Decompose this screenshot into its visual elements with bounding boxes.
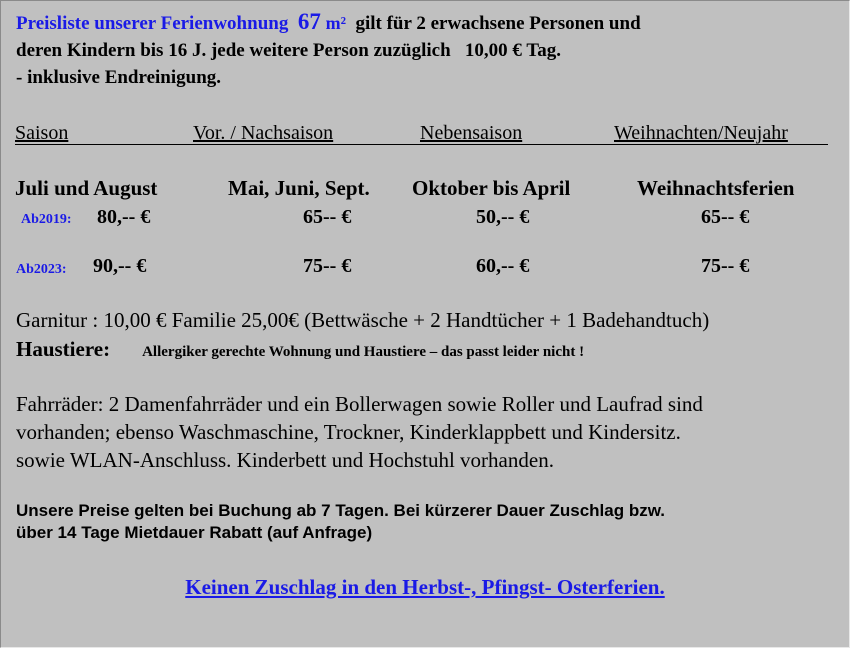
season-header-nebensaison: Nebensaison <box>420 122 523 144</box>
intro-text <box>16 8 641 91</box>
area-unit: m² <box>325 13 346 33</box>
intro-line-3: - inklusive Endreinigung. <box>16 67 222 88</box>
price-2023-vor-nachsaison: 75-- € <box>303 255 352 277</box>
area-value: 67 <box>297 9 321 34</box>
haustiere-line <box>16 337 584 362</box>
price-2019-vor-nachsaison: 65-- € <box>303 206 352 228</box>
price-2019-juli-august: 80,-- € <box>97 206 151 228</box>
season-header-vor-nachsaison: Vor. / Nachsaison <box>193 122 334 144</box>
intro-line-1-rest: gilt für 2 erwachsene Personen und <box>355 13 641 34</box>
amenities-text <box>16 390 703 474</box>
period-header-mai-sept: Mai, Juni, Sept. <box>228 176 370 200</box>
header-underline <box>15 144 828 145</box>
price-2023-nebensaison: 60,-- € <box>476 255 530 277</box>
booking-line-2: über 14 Tage Mietdauer Rabatt (auf Anfrage) <box>16 523 373 542</box>
year-label: Ab2023: <box>16 262 67 277</box>
price-row-2019 <box>21 210 72 228</box>
intro-line-2 <box>16 37 641 64</box>
intro-line-2-text: deren Kindern bis 16 J. jede weitere Person zuzüglich <box>16 40 451 61</box>
season-header-saison: Saison <box>15 122 69 144</box>
price-2023-weihnachten: 75-- € <box>701 255 750 277</box>
period-header-juli-august: Juli und August <box>15 176 158 200</box>
amenities-line-3: sowie WLAN-Anschluss. Kinderbett und Hochstuhl vorhanden. <box>16 448 554 472</box>
holiday-surcharge-link[interactable]: Keinen Zuschlag in den Herbst-, Pfingst- Osterferien. <box>185 575 665 599</box>
intro-title: Preisliste unserer Ferienwohnung <box>16 13 289 34</box>
period-header-weihnachtsferien: Weihnachtsferien <box>637 176 795 200</box>
haustiere-label: Haustiere: <box>16 337 111 361</box>
garnitur-text: Garnitur : 10,00 € Familie 25,00€ (Bettwäsche + 2 Handtücher + 1 Badehandtuch) <box>16 308 710 332</box>
amenities-line-1: Fahrräder: 2 Damenfahrräder und ein Bollerwagen sowie Roller und Laufrad sind <box>16 392 703 416</box>
haustiere-text: Allergiker gerechte Wohnung und Haustiere – das passt leider nicht ! <box>142 344 585 360</box>
price-row-2023 <box>16 260 67 278</box>
season-header-weihnachten: Weihnachten/Neujahr <box>614 122 788 144</box>
year-label: Ab2019: <box>21 212 72 227</box>
extra-person-price: 10,00 € Tag. <box>464 40 562 61</box>
price-2023-juli-august: 90,-- € <box>93 255 147 277</box>
period-header-oktober-april: Oktober bis April <box>412 176 571 200</box>
amenities-line-2: vorhanden; ebenso Waschmaschine, Trockner, Kinderklappbett und Kindersitz. <box>16 420 681 444</box>
intro-line-1 <box>16 8 641 37</box>
booking-line-1: Unsere Preise gelten bei Buchung ab 7 Tagen. Bei kürzerer Dauer Zuschlag bzw. <box>16 501 666 520</box>
booking-info <box>16 500 665 544</box>
price-2019-nebensaison: 50,-- € <box>476 206 530 228</box>
price-2019-weihnachten: 65-- € <box>701 206 750 228</box>
